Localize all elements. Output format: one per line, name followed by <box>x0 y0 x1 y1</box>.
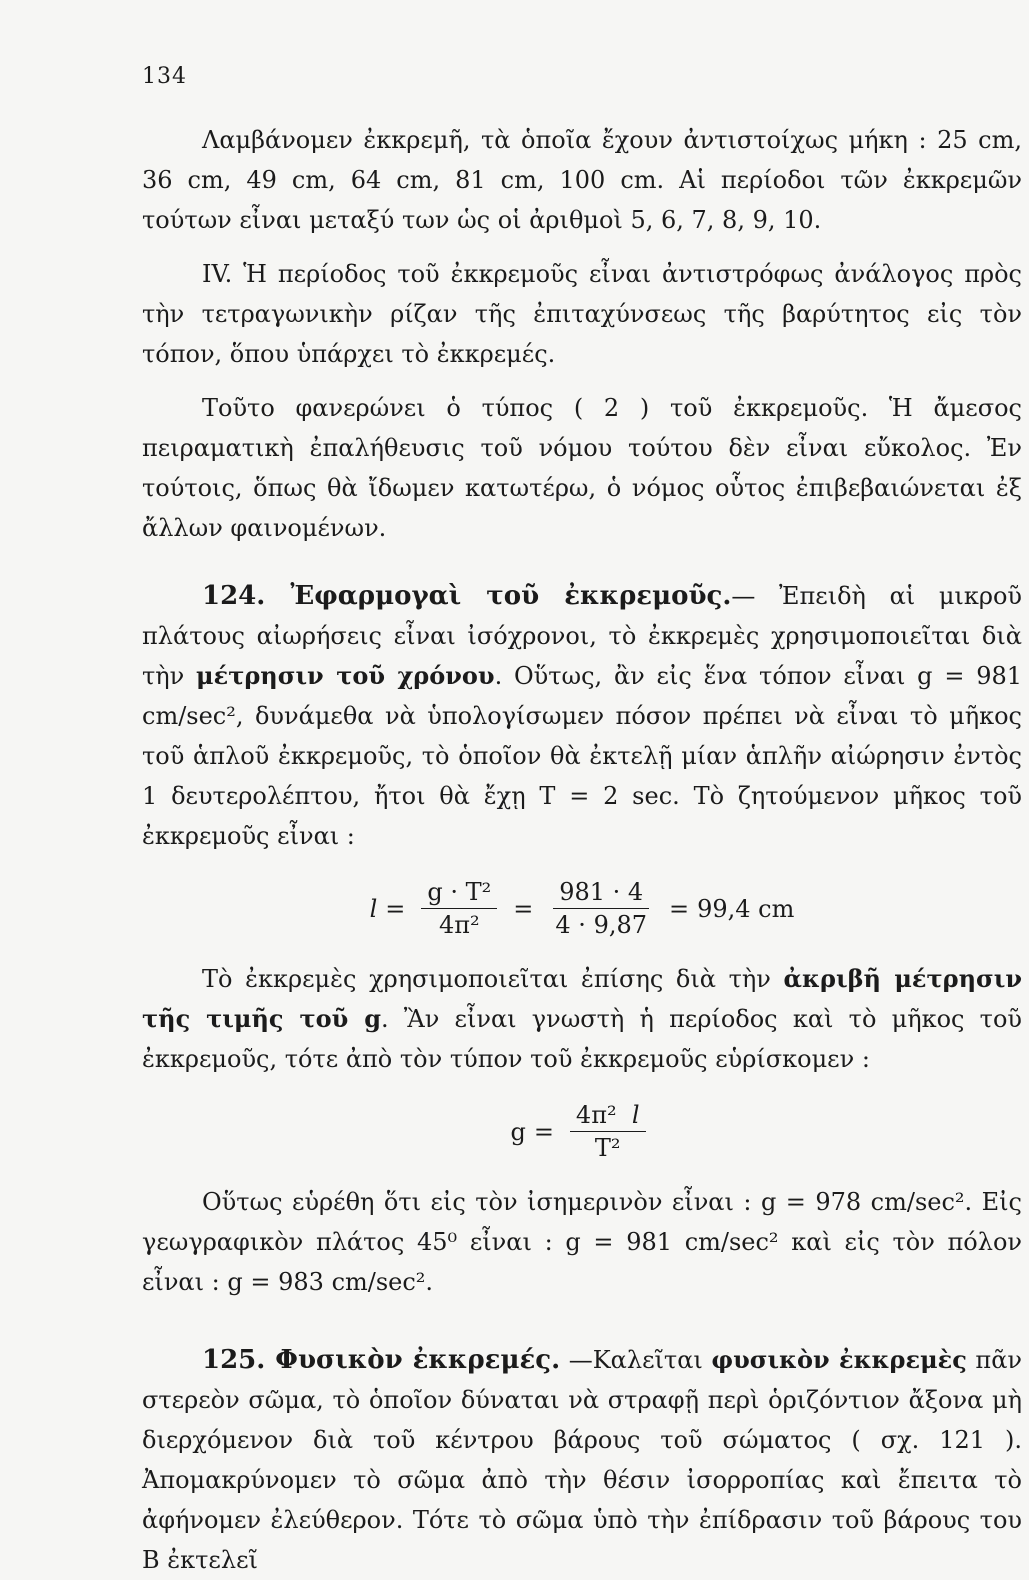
formula1-result: 99,4 cm <box>697 894 795 923</box>
formula2-numerator <box>570 1101 646 1132</box>
paragraph-g-values: Οὕτως εὑρέθη ὅτι εἰς τὸν ἰσημερινὸν εἶναι : g = 978 cm/sec². Εἰς γεωγραφικὸν πλάτος 45⁰ εἶναι : g = 981 cm/sec² καὶ εἰς τὸν πόλον εἶναι : g = 983 cm/sec². <box>142 1188 1022 1296</box>
formula1-fraction-2 <box>549 878 653 939</box>
section-125 <box>142 1340 1022 1580</box>
paragraph-law-iv: IV. Ἡ περίοδος τοῦ ἐκκρεμοῦς εἶναι ἀντιστρόφως ἀνάλογος πρὸς τὴν τετραγωνικὴν ρίζαν τῆς ἐπιταχύνσεως τῆς βαρύτητος εἰς τὸν τόπον, ὅπου ὑπάρχει τὸ ἐκκρεμές. <box>142 260 1022 368</box>
p5-bold-term: ἀκριβῆ μέτρησιν τῆς τιμῆς τοῦ g <box>142 964 1023 1033</box>
section-125-heading: 125. Φυσικὸν ἐκκρεμές. <box>202 1345 561 1375</box>
formula2-denominator: T² <box>594 1134 621 1162</box>
gravity-formula <box>142 1101 1022 1162</box>
p5-text-b: . Ἂν εἶναι γνωστὴ ἡ περίοδος καὶ τὸ μῆκος τοῦ ἐκκρεμοῦς, τότε ἀπὸ τὸν τύπον τοῦ ἐκκρεμοῦς εὑρίσκομεν : <box>142 1005 1022 1073</box>
paragraph-pendulum-lengths: Λαμβάνομεν ἐκκρεμῆ, τὰ ὁποῖα ἔχουν ἀντιστοίχως μήκη : 25 cm, 36 cm, 49 cm, 64 cm, 81 cm, 100 cm. Αἱ περίοδοι τῶν ἐκκρεμῶν τούτων εἶναι μεταξύ των ὡς οἱ ἀριθμοὶ 5, 6, 7, 8, 9, 10. <box>142 126 1022 234</box>
page-body <box>142 120 1022 1580</box>
formula1-fraction-1 <box>421 878 497 939</box>
paragraph-formula-note: Τοῦτο φανερώνει ὁ τύπος ( 2 ) τοῦ ἐκκρεμοῦς. Ἡ ἄμεσος πειραματικὴ ἐπαλήθευσις τοῦ νόμου τούτου δὲν εἶναι εὔκολος. Ἐν τούτοις, ὅπως θὰ ἴδωμεν κατωτέρω, ὁ νόμος οὗτος ἐπιβεβαιώνεται ἐξ ἄλλων φαινομένων. <box>142 394 1022 542</box>
formula2-fraction <box>570 1101 646 1162</box>
formula1-frac1-denominator: 4π² <box>439 911 480 939</box>
section-124 <box>142 576 1022 856</box>
formula2-numerator-b: l <box>631 1101 640 1129</box>
p5-text-a: Τὸ ἐκκρεμὲς χρησιμοποιεῖται ἐπίσης διὰ τὴν <box>202 965 784 993</box>
page-number: 134 <box>142 64 187 89</box>
formula1-lhs: l <box>369 894 378 923</box>
section-124-bold-term: μέτρησιν τοῦ χρόνου <box>196 661 495 690</box>
pendulum-length-formula <box>142 878 1022 939</box>
section-124-text-b: . Οὕτως, ἂν εἰς ἕνα τόπον εἶναι g = 981 cm/sec², δυνάμεθα νὰ ὑπολογίσωμεν πόσον πρέπει νὰ εἶναι τὸ μῆκος τοῦ ἁπλοῦ ἐκκρεμοῦς, τὸ ὁποῖον θὰ ἐκτελῇ μίαν ἁπλῆν αἰώρησιν ἐντὸς 1 δευτερολέπτου, ἤτοι θὰ ἔχῃ T = 2 sec. Τὸ ζητούμενον μῆκος τοῦ ἐκκρεμοῦς εἶναι : <box>142 662 1023 850</box>
formula1-frac2-denominator: 4 · 9,87 <box>555 911 647 939</box>
section-125-bold-term: φυσικὸν ἐκκρεμὲς <box>711 1345 967 1374</box>
paragraph-g-measurement <box>142 959 1022 1079</box>
formula1-equals-3: = <box>669 894 690 923</box>
section-124-text-a: — Ἐπειδὴ αἱ μικροῦ πλάτους αἰωρήσεις εἶναι ἰσόχρονοι, τὸ ἐκκρεμὲς χρησιμοποιεῖται διὰ τὴν <box>142 582 1022 690</box>
section-125-text-a: —Καλεῖται <box>560 1346 712 1374</box>
formula2-lhs: g <box>510 1117 526 1146</box>
formula1-frac2-numerator: 981 · 4 <box>553 878 649 909</box>
formula2-numerator-a: 4π² <box>575 1101 617 1129</box>
section-124-heading: 124. Ἐφαρμογαὶ τοῦ ἐκκρεμοῦς. <box>202 581 732 611</box>
formula2-equals: = <box>533 1117 554 1146</box>
formula1-equals-2: = <box>513 894 534 923</box>
formula1-equals-1: = <box>385 894 406 923</box>
formula1-frac1-numerator: g · T² <box>421 878 497 909</box>
section-125-text-b: πᾶν στερεὸν σῶμα, τὸ ὁποῖον δύναται νὰ στραφῇ περὶ ὁριζόντιον ἄξονα μὴ διερχόμενον διὰ τοῦ κέντρου βάρους τοῦ σώματος ( σχ. 121 ). Ἀπομακρύνομεν τὸ σῶμα ἀπὸ τὴν θέσιν ἰσορροπίας καὶ ἔπειτα τὸ ἀφήνομεν ἐλεύθερον. Τότε τὸ σῶμα ὑπὸ τὴν ἐπίδρασιν τοῦ βάρους του B ἐκτελεῖ <box>142 1346 1022 1574</box>
